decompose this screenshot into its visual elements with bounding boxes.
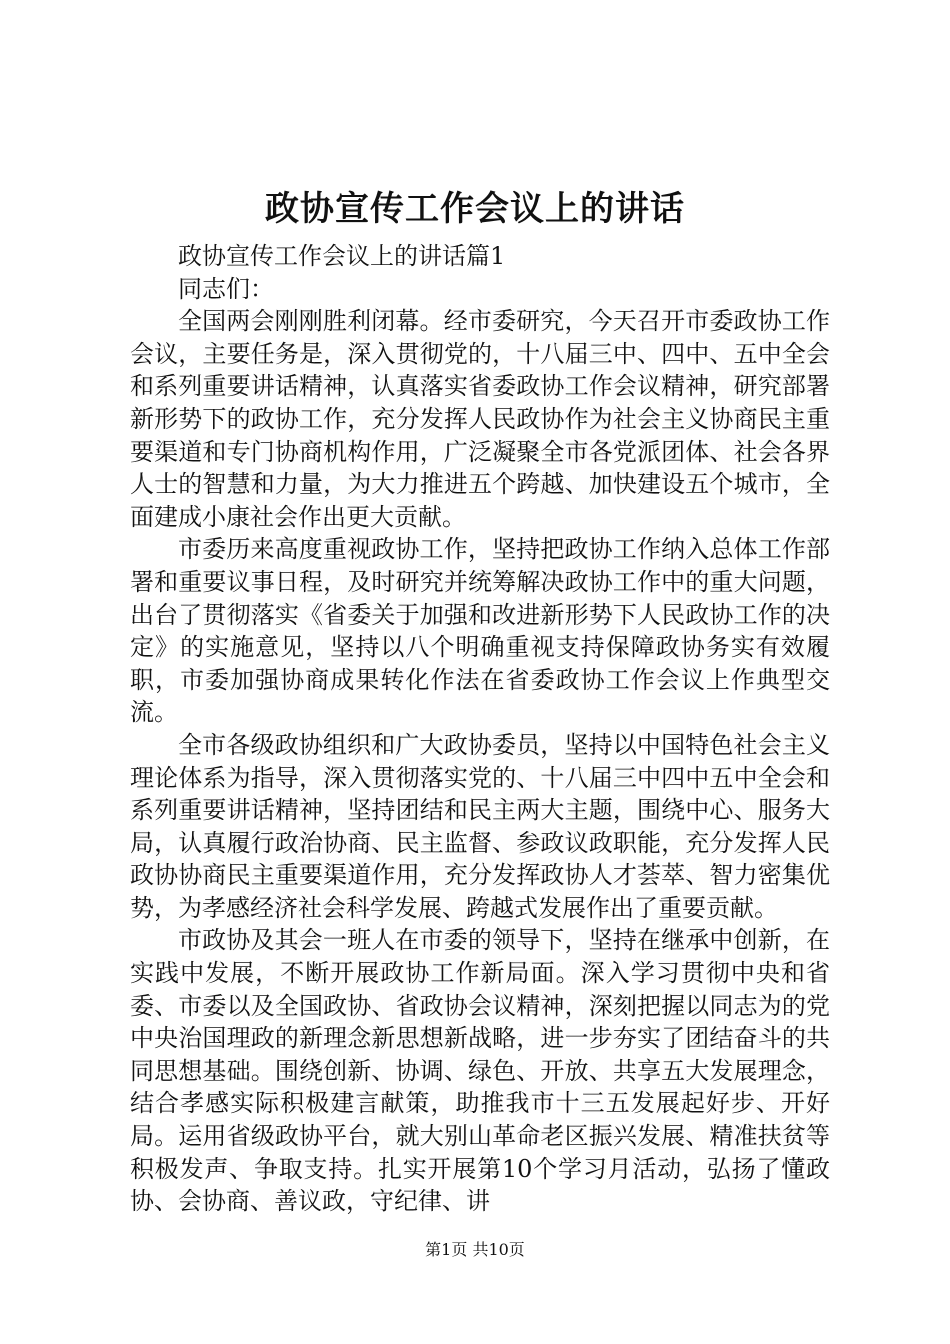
paragraph: 全国两会刚刚胜利闭幕。经市委研究，今天召开市委政协工作会议，主要任务是，深入贯彻党的，十八届三中、四中、五中全会和系列重要讲话精神，认真落实省委政协工作会议精神，研究部署新形势下的政协工作，充分发挥人民政协作为社会主义协商民主重要渠道和专门协商机构作用，广泛凝聚全市各党派团体、社会各界人士的智慧和力量，为大力推进五个跨越、加快建设五个城市，全面建成小康社会作出更大贡献。: [130, 307, 830, 531]
document-title: 政协宣传工作会议上的讲话: [265, 189, 685, 229]
paragraph: 全市各级政协组织和广大政协委员，坚持以中国特色社会主义理论体系为指导，深入贯彻落实党的、十八届三中四中五中全会和系列重要讲话精神，坚持团结和民主两大主题，围绕中心、服务大局，认真履行政治协商、民主监督、参政议政职能，充分发挥人民政协协商民主重要渠道作用，充分发挥政协人才荟萃、智力密集优势，为孝感经济社会科学发展、跨越式发展作出了重要贡献。: [130, 730, 830, 922]
document-subtitle: 政协宣传工作会议上的讲话篇1: [178, 242, 506, 270]
page-footer: 第1页 共10页: [425, 1240, 525, 1259]
paragraph: 市政协及其会一班人在市委的领导下，坚持在继承中创新，在实践中发展，不断开展政协工作新局面。深入学习贯彻中央和省委、市委以及全国政协、省政协会议精神，深刻把握以同志为的党中央治国理政的新理念新思想新战略，进一步夯实了团结奋斗的共同思想基础。围绕创新、协调、绿色、开放、共享五大发展理念，结合孝感实际积极建言献策，助推我市十三五发展起好步、开好局。运用省级政协平台，就大别山革命老区振兴发展、精准扶贫等积极发声、争取支持。扎实开展第10个学习月活动，弘扬了懂政协、会协商、善议政，守纪律、讲: [130, 926, 830, 1216]
paragraph: 市委历来高度重视政协工作，坚持把政协工作纳入总体工作部署和重要议事日程，及时研究并统筹解决政协工作中的重大问题，出台了贯彻落实《省委关于加强和改进新形势下人民政协工作的决定》的实施意见，坚持以八个明确重视支持保障政协务实有效履职，市委加强协商成果转化作法在省委政协工作会议上作典型交流。: [130, 535, 830, 727]
document-body: [130, 240, 830, 1218]
salutation: 同志们：: [178, 274, 274, 303]
